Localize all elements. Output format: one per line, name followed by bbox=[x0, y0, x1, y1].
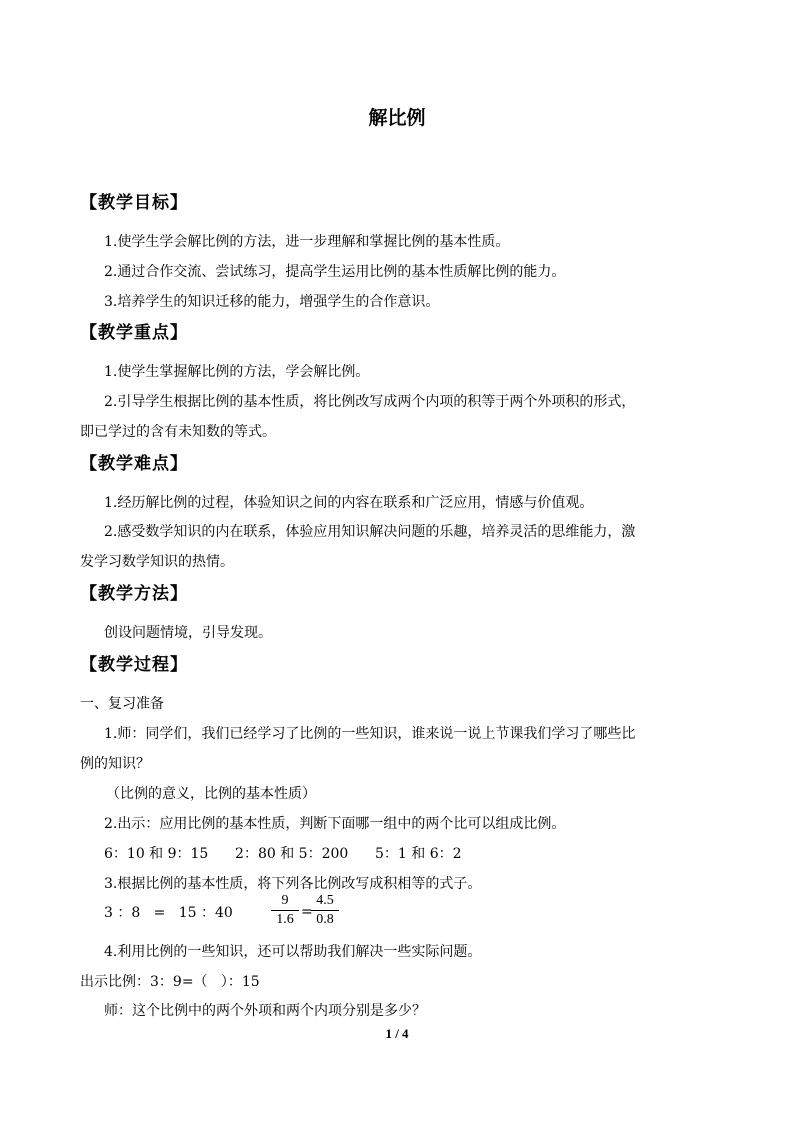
fraction-equals-sign: = bbox=[301, 904, 313, 920]
question-4: 4.利用比例的一些知识，还可以帮助我们解决一些实际问题。 bbox=[104, 944, 482, 960]
fraction-right-numerator: 4.5 bbox=[311, 893, 339, 911]
fraction-left-numerator: 9 bbox=[271, 893, 299, 911]
question-3: 3.根据比例的基本性质，将下列各比例改写成积相等的式子。 bbox=[104, 876, 482, 892]
fraction-right bbox=[311, 893, 339, 928]
method-text: 创设问题情境，引导发现。 bbox=[104, 625, 272, 641]
difficulty-item-1: 1.经历解比例的过程，体验知识之间的内容在联系和广泛应用，情感与价值观。 bbox=[104, 495, 594, 511]
fraction-left bbox=[271, 893, 299, 928]
fraction-left-denominator: 1.6 bbox=[276, 912, 294, 927]
question-1-line-1: 1.师：同学们，我们已经学习了比例的一些知识，谁来说一说上节课我们学习了哪些比 bbox=[104, 726, 636, 742]
key-item-2-line-2: 即已学过的含有未知数的等式。 bbox=[80, 424, 276, 440]
page-title: 解比例 bbox=[368, 107, 426, 129]
question-3-equation-1: 3 ：8 = 15 ：40 bbox=[104, 905, 233, 921]
heading-process: 【教学过程】 bbox=[80, 655, 188, 675]
heading-key: 【教学重点】 bbox=[80, 323, 188, 343]
heading-goals: 【教学目标】 bbox=[80, 193, 188, 213]
key-item-2-line-1: 2.引导学生根据比例的基本性质，将比例改写成两个内项的积等于两个外项积的形式， bbox=[104, 394, 636, 410]
goal-item-2: 2.通过合作交流、尝试练习，提高学生运用比例的基本性质解比例的能力。 bbox=[104, 264, 566, 280]
fraction-right-denominator: 0.8 bbox=[316, 912, 334, 927]
difficulty-item-2-line-2: 发学习数学知识的热情。 bbox=[80, 554, 234, 570]
question-2: 2.出示：应用比例的基本性质，判断下面哪一组中的两个比可以组成比例。 bbox=[104, 816, 566, 832]
difficulty-item-2-line-1: 2.感受数学知识的内在联系，体验应用知识解决问题的乐趣，培养灵活的思维能力，激 bbox=[104, 524, 636, 540]
process-part-1: 一、复习准备 bbox=[80, 696, 164, 712]
goal-item-3: 3.培养学生的知识迁移的能力，增强学生的合作意识。 bbox=[104, 294, 440, 310]
key-item-1: 1.使学生掌握解比例的方法，学会解比例。 bbox=[104, 364, 370, 380]
heading-difficulty: 【教学难点】 bbox=[80, 454, 188, 474]
question-1-answer: （比例的意义，比例的基本性质） bbox=[106, 786, 316, 802]
page-number: 1 / 4 bbox=[385, 1026, 409, 1041]
question-4-teacher: 师：这个比例中的两个外项和两个内项分别是多少？ bbox=[104, 1003, 426, 1019]
question-1-line-2: 例的知识？ bbox=[80, 756, 150, 772]
question-2-options: 6：10 和 9：15 2：80 和 5：200 5：1 和 6：2 bbox=[104, 846, 462, 862]
question-4-proportion: 出示比例：3：9=（ ）：15 bbox=[80, 974, 260, 990]
heading-method: 【教学方法】 bbox=[80, 584, 188, 604]
goal-item-1: 1.使学生学会解比例的方法，进一步理解和掌握比例的基本性质。 bbox=[104, 234, 510, 250]
